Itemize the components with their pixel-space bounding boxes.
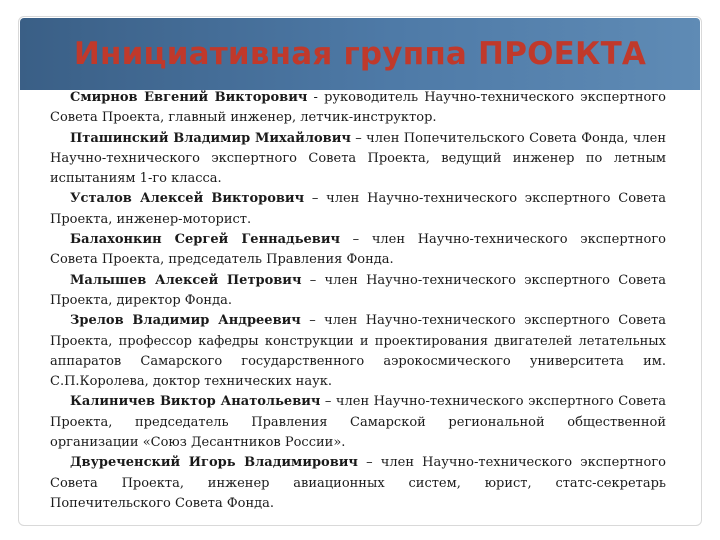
member-paragraph <box>50 311 666 392</box>
member-paragraph <box>50 88 666 129</box>
member-paragraph <box>50 129 666 190</box>
member-paragraph <box>50 230 666 271</box>
member-description: – член Научно-технического экспертного Совета Проекта, инженер-моторист. <box>50 191 666 227</box>
member-description: – член Попечительского Совета Фонда, член Научно-технического экспертного Совета Проекта, ведущий инженер по летным испытаниям 1-го класса. <box>50 130 666 187</box>
member-name: Малышев Алексей Петрович <box>70 272 302 288</box>
member-paragraph <box>50 271 666 312</box>
member-name: Усталов Алексей Викторович <box>70 191 305 207</box>
member-description: – член Научно-технического экспертного Совета Проекта, директор Фонда. <box>50 272 666 308</box>
member-name: Зрелов Владимир Андреевич <box>70 313 301 329</box>
member-name: Калиничев Виктор Анатольевич <box>70 394 321 410</box>
member-name: Смирнов Евгений Викторович <box>70 90 308 105</box>
member-name: Пташинский Владимир Михайлович <box>70 130 351 146</box>
member-paragraph <box>50 189 666 230</box>
members-list <box>50 88 666 514</box>
member-name: Балахонкин Сергей Геннадьевич <box>70 232 340 248</box>
member-description: – член Научно-технического экспертного Совета Проекта, профессор кафедры конструкции и проектирования двигателей летательных аппаратов Самарского государственного аэрокосмического университета им. С.П.Королева, доктор технических наук. <box>50 313 666 390</box>
member-paragraph <box>50 453 666 514</box>
member-description: - руководитель Научно-технического экспертного Совета Проекта, главный инженер, летчик-инструктор. <box>50 90 666 126</box>
member-description: – член Научно-технического экспертного Совета Проекта, председатель Правления Фонда. <box>50 232 666 268</box>
member-description: – член Научно-технического экспертного Совета Проекта, председатель Правления Самарской региональной общественной организации «Союз Десантников России». <box>50 394 666 451</box>
member-paragraph <box>50 392 666 453</box>
slide-title: Инициативная группа ПРОЕКТА <box>73 36 647 72</box>
member-description: – член Научно-технического экспертного Совета Проекта, инженер авиационных систем, юрист, статс-секретарь Попечительского Совета Фонда. <box>50 455 666 511</box>
member-name: Двуреченский Игорь Владимирович <box>70 455 358 471</box>
